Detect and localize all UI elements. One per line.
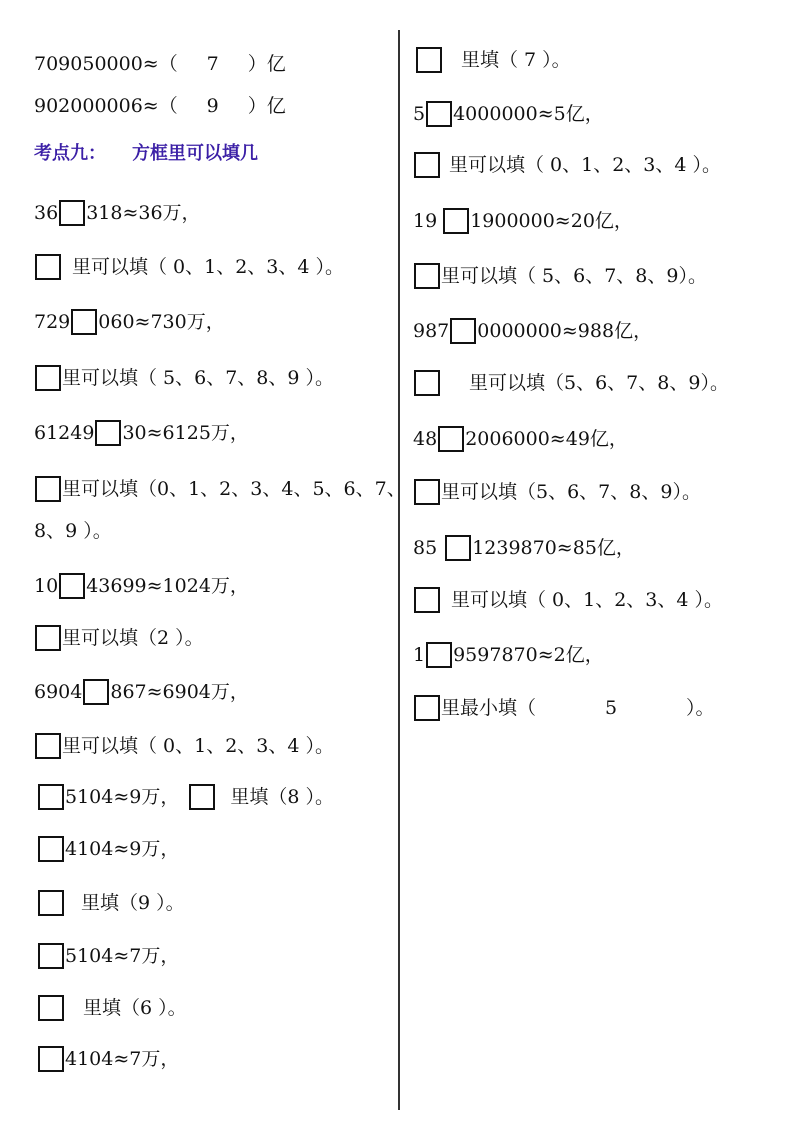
blank-box	[414, 587, 440, 613]
section-title: 方框里可以填几	[132, 143, 258, 164]
blank-box	[59, 573, 85, 599]
fill-text: 里可以填（ 0、1、2、3、4 ）。	[451, 589, 724, 611]
fill-text: 里可以填（ 5、6、7、8、9 ）。	[62, 367, 335, 389]
fill-text: 里填（8 ）。	[230, 786, 335, 808]
number-suffix: 5104≈7万，	[65, 945, 180, 967]
blank-box	[35, 254, 61, 280]
right-row-3	[413, 149, 721, 180]
line-left-text: 709050000≈（	[34, 53, 178, 75]
number-suffix: 1900000≈20亿，	[470, 210, 633, 232]
blank-box	[38, 784, 64, 810]
fill-text: 里可以填（5、6、7、8、9）。	[441, 481, 701, 503]
left-row-3	[34, 306, 225, 337]
number-prefix: 36	[34, 202, 59, 224]
blank-box	[38, 943, 64, 969]
number-suffix: 4000000≈5亿，	[453, 103, 604, 125]
left-row-13	[37, 833, 179, 864]
right-row-7	[413, 367, 729, 398]
right-row-1	[415, 44, 571, 75]
left-row-2	[34, 251, 344, 282]
number-prefix: 5	[413, 103, 426, 125]
number-suffix: 060≈730万，	[98, 311, 225, 333]
number-suffix: 43699≈1024万，	[86, 575, 249, 597]
left-row-12	[37, 781, 334, 812]
blank-box	[426, 101, 452, 127]
number-prefix: 1	[413, 644, 426, 666]
right-row-13	[413, 692, 715, 723]
right-row-10	[413, 532, 635, 563]
blank-box	[38, 890, 64, 916]
number-suffix: 4104≈7万，	[65, 1048, 180, 1070]
blank-box	[35, 476, 61, 502]
left-row-10	[34, 676, 249, 707]
blank-box	[443, 208, 469, 234]
fill-text: 里可以填（ 0、1、2、3、4 ）。	[62, 735, 335, 757]
right-row-11	[413, 584, 723, 615]
fill-text-close: ）。	[686, 697, 715, 719]
left-row-5	[34, 417, 249, 448]
column-divider	[398, 30, 400, 1110]
left-row-4	[34, 362, 334, 393]
number-suffix: 30≈6125万，	[122, 422, 249, 444]
number-suffix: 9597870≈2亿，	[453, 644, 604, 666]
fill-text: 里填（9 ）。	[81, 892, 185, 914]
number-prefix: 48	[413, 428, 438, 450]
number-prefix: 19	[413, 210, 438, 232]
left-row-16	[37, 992, 187, 1023]
blank-box	[59, 200, 85, 226]
left-row-14	[37, 887, 185, 918]
blank-box	[35, 365, 61, 391]
number-suffix: 4104≈9万，	[65, 838, 180, 860]
section-heading	[34, 139, 258, 169]
answer-value: 9	[206, 95, 219, 117]
rounding-line-1	[34, 48, 286, 79]
right-row-6	[413, 315, 652, 346]
number-prefix: 729	[34, 311, 71, 333]
left-row-15	[37, 940, 179, 971]
blank-box	[38, 1046, 64, 1072]
number-prefix: 987	[413, 320, 450, 342]
fill-text: 里可以填（0、1、2、3、4、5、6、7、	[62, 478, 406, 500]
answer-value: 5	[604, 697, 618, 719]
number-suffix: 867≈6904万，	[110, 681, 249, 703]
blank-box	[438, 426, 464, 452]
number-suffix: 2006000≈49亿，	[465, 428, 628, 450]
blank-box	[35, 625, 61, 651]
section-label: 考点九：	[34, 143, 106, 164]
blank-box	[414, 479, 440, 505]
line-right-text: ）亿	[247, 53, 286, 75]
blank-box	[38, 995, 64, 1021]
left-row-8	[34, 570, 249, 601]
left-row-9	[34, 622, 204, 653]
fill-text: 里填（6 ）。	[83, 997, 187, 1019]
left-row-6	[34, 473, 406, 504]
number-prefix: 10	[34, 575, 59, 597]
blank-box	[83, 679, 109, 705]
right-row-5	[413, 260, 707, 291]
answer-value: 7	[206, 53, 219, 75]
number-suffix: 1239870≈85亿，	[472, 537, 635, 559]
left-row-7	[34, 515, 112, 546]
left-row-11	[34, 730, 334, 761]
left-row-1	[34, 197, 201, 228]
right-row-4	[413, 205, 633, 236]
left-row-17	[37, 1043, 179, 1074]
blank-box	[450, 318, 476, 344]
fill-text: 里填（ 7 ）。	[461, 49, 571, 71]
blank-box	[71, 309, 97, 335]
number-suffix: 5104≈9万，	[65, 786, 180, 808]
fill-text: 里可以填（ 0、1、2、3、4 ）。	[72, 256, 345, 278]
blank-box	[416, 47, 442, 73]
blank-box	[445, 535, 471, 561]
blank-box	[426, 642, 452, 668]
number-prefix: 85	[413, 537, 438, 559]
blank-box	[414, 263, 440, 289]
right-row-12	[413, 639, 604, 670]
blank-box	[38, 836, 64, 862]
blank-box	[414, 695, 440, 721]
rounding-line-2	[34, 90, 286, 121]
right-row-2	[413, 98, 604, 129]
number-suffix: 318≈36万，	[86, 202, 201, 224]
fill-text-continued: 8、9 ）。	[34, 520, 112, 542]
right-row-9	[413, 476, 701, 507]
blank-box	[95, 420, 121, 446]
right-row-8	[413, 423, 628, 454]
number-suffix: 0000000≈988亿，	[477, 320, 653, 342]
blank-box	[414, 152, 440, 178]
number-prefix: 6904	[34, 681, 83, 703]
line-left-text: 902000006≈（	[34, 95, 178, 117]
blank-box	[414, 370, 440, 396]
fill-text: 里可以填（2 ）。	[62, 627, 204, 649]
blank-box	[35, 733, 61, 759]
fill-text: 里可以填（5、6、7、8、9）。	[469, 372, 729, 394]
fill-text: 里可以填（ 0、1、2、3、4 ）。	[449, 154, 722, 176]
line-right-text: ）亿	[247, 95, 286, 117]
fill-text: 里可以填（ 5、6、7、8、9）。	[441, 265, 707, 287]
blank-box	[189, 784, 215, 810]
fill-text: 里最小填（	[441, 697, 537, 719]
number-prefix: 61249	[34, 422, 95, 444]
